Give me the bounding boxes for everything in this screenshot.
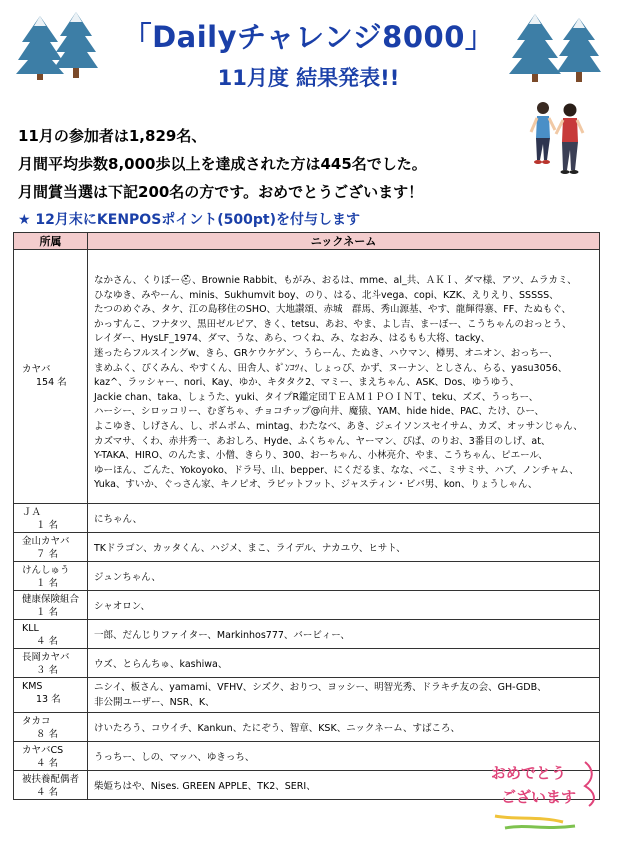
affiliation-name: 被扶養配偶者	[22, 774, 80, 786]
nickname-cell	[88, 590, 600, 619]
nickname-line: ハーシー、シロッコリー、むぎちゃ、チョコチップ@向井、魔猿、YAM、hide hide、PAC、たけ、ひー、	[94, 406, 544, 418]
nickname-line: 柴姫ちはや、Nises. GREEN APPLE、TK2、SERI、	[94, 781, 316, 793]
affiliation-cell	[14, 619, 88, 648]
affiliation-cell	[14, 677, 88, 712]
table-row	[14, 503, 600, 532]
affiliation-count: １ 名	[36, 606, 59, 618]
affiliation-name: KLL	[22, 622, 39, 634]
points-notice: ★ 12月末にKENPOSポイント(500pt)を付与します	[18, 212, 361, 228]
affiliation-cell	[14, 503, 88, 532]
affiliation-cell	[14, 250, 88, 504]
affiliation-count: ４ 名	[36, 758, 59, 770]
intro-participants: 11月の参加者は1,829名、	[18, 127, 207, 145]
affiliation-cell	[14, 713, 88, 742]
winners-table	[13, 232, 600, 800]
table-row	[14, 590, 600, 619]
nickname-line: けいたろう、コウイチ、Kankun、たにぞう、智章、KSK、ニックネーム、すばころ、	[94, 723, 461, 735]
affiliation-count: 154 名	[36, 377, 67, 389]
affiliation-count: １ 名	[36, 577, 59, 589]
table-row	[14, 250, 600, 504]
affiliation-count: ８ 名	[36, 729, 59, 741]
table-body	[14, 250, 600, 800]
affiliation-cell	[14, 771, 88, 800]
nickname-line: ひなゆき、みやーん、minis、Sukhumvit boy、のり、はる、北斗vega、copi、KZK、えりえり、SSSSS、	[94, 289, 559, 301]
affiliation-column-header: 所属	[14, 233, 88, 250]
affiliation-name: タカコ	[22, 716, 51, 728]
nickname-cell	[88, 561, 600, 590]
nickname-cell	[88, 503, 600, 532]
walking-couple-icon	[523, 100, 591, 178]
nickname-line: ジュンちゃん、	[94, 571, 161, 583]
table-row	[14, 532, 600, 561]
congrats-line2: ございます	[501, 788, 577, 806]
nickname-line: kaz^、ラッシャー、nori、Kay、ゆか、キタタク2、マミー、まえちゃん、ASK、Dos、ゆうゆう、	[94, 377, 520, 389]
affiliation-count: 13 名	[36, 693, 61, 705]
nickname-cell	[88, 677, 600, 712]
nickname-line: TKドラゴン、カッタくん、ハジメ、まこ、ライデル、ナカユウ、ヒサト、	[94, 542, 406, 554]
table-header-row	[14, 233, 600, 250]
nickname-line: にちゃん、	[94, 513, 143, 525]
nickname-line: まめふく、ぴくみん、やすくん、田舎人、ﾎﾟﾝｺﾂｨ、しょっぴ、かず、ヌーナン、としさん、らる、yasu3056、	[94, 362, 568, 374]
nickname-line: 一郎、だんじりファイター、Markinhos777、バービィー、	[94, 629, 350, 641]
nickname-cell	[88, 619, 600, 648]
nickname-line: たつのめぐみ、タケ、江の島移住のSHO、大地讃頌、赤城 群馬、秀山源基、やす、龍輝得寨、FF、たぬもぐ、	[94, 304, 572, 316]
nickname-line: 非公開ユーザー、NSR、K、	[94, 696, 215, 708]
affiliation-cell	[14, 742, 88, 771]
intro-winners: 月間賞当選は下記200名の方です。おめでとうございます！	[18, 183, 424, 201]
affiliation-count: ４ 名	[36, 787, 59, 799]
table-row	[14, 648, 600, 677]
affiliation-name: カヤバCS	[22, 745, 64, 757]
nickname-cell	[88, 532, 600, 561]
nickname-line: 迷ったらフルスイングw、きら、GRケウケゲン、うらーん、たぬき、ハウマン、樽男、オニオン、おっちー、	[94, 347, 558, 359]
nickname-line: よこゆき、しげさん、し、ポムポム、mintag、わたなべ、あき、ジェイソンスセイサム、カズ、オッサンじゃん、	[94, 420, 583, 432]
page-title: 「Dailyチャレンジ8000」	[122, 20, 495, 54]
nickname-line: Yuka、すいか、ぐっさん家、キノピオ、ラビットフット、ジャスティン・ビバ男、kon、りょうしゃん、	[94, 479, 538, 491]
affiliation-name: KMS	[22, 680, 43, 692]
table-row	[14, 619, 600, 648]
affiliation-cell	[14, 648, 88, 677]
affiliation-name: 健康保険組合	[22, 593, 80, 605]
intro-achievers: 月間平均歩数8,000歩以上を達成された方は445名でした。	[18, 155, 427, 173]
nickname-line: Y-TAKA、HIRO、のんたま、小僧、きらり、300、おーちゃん、小林亮介、やま、こうちゃん、ピエール、	[94, 450, 548, 462]
affiliation-cell	[14, 590, 88, 619]
affiliation-count: ７ 名	[36, 548, 59, 560]
affiliation-name: ＪＡ	[22, 506, 42, 518]
affiliation-cell	[14, 532, 88, 561]
intro-text	[18, 122, 518, 206]
affiliation-name: カヤバ	[22, 364, 51, 376]
table-row	[14, 713, 600, 742]
nickname-column-header: ニックネーム	[88, 233, 600, 250]
nickname-line: うっちー、しの、マッハ、ゆきっち、	[94, 752, 255, 764]
affiliation-name: 金山カヤバ	[22, 535, 70, 547]
nickname-line: Jackie chan、taka、しょうた、yuki、タイプR鑑定団ＴＥＡＭ１ＰＯＩＮＴ、teku、ズズ、うっちー、	[94, 391, 539, 403]
nickname-line: ニシイ、板さん、yamami、VFHV、シズク、おりつ、ヨッシー、明智光秀、ドラキチ友の会、GH-GDB、	[94, 681, 547, 693]
nickname-line: ゆーほん、ごんた、Yokoyoko、ドラ号、山、bepper、にくだるま、なな、べこ、ミサミサ、ハブ、ノンチャム、	[94, 464, 579, 476]
affiliation-count: ４ 名	[36, 635, 59, 647]
nickname-line: カズマサ、くわ、赤井秀一、あおしろ、Hyde、ふくちゃん、ヤーマン、ぴぱ、のりお、3番目のしげ、at、	[94, 435, 551, 447]
affiliation-name: 長岡カヤバ	[22, 651, 70, 663]
nickname-cell	[88, 250, 600, 504]
nickname-line: ウズ、とらんちゅ、kashiwa、	[94, 658, 228, 670]
page-subtitle: 11月度 結果発表!!	[217, 66, 400, 90]
affiliation-count: ３ 名	[36, 664, 59, 676]
table-row	[14, 561, 600, 590]
affiliation-count: １ 名	[36, 519, 59, 531]
nickname-line: シャオロン、	[94, 600, 151, 612]
table-row	[14, 677, 600, 712]
nickname-line: レイダー、HysLF_1974、ダマ、うな、あら、つくね、み、なおみ、はるもも大将、tacky、	[94, 333, 491, 345]
congrats-line1: おめでとう	[491, 764, 567, 782]
congrats-decoration	[485, 756, 600, 836]
nickname-cell	[88, 713, 600, 742]
nickname-line: なかさん、くりぼー⛑、Brownie Rabbit、もがみ、おるは、mme、al_共、ＡＫＩ、ダマ様、アツ、ムラカミ、	[94, 275, 577, 286]
affiliation-cell	[14, 561, 88, 590]
nickname-line: かっすんこ、フナタツ、黒田ゼルピア、きく、tetsu、あお、やま、よし吉、まーぼー、こうちゃんのおっとう、	[94, 318, 572, 330]
affiliation-name: けんしゅう	[22, 564, 70, 576]
nickname-cell	[88, 648, 600, 677]
